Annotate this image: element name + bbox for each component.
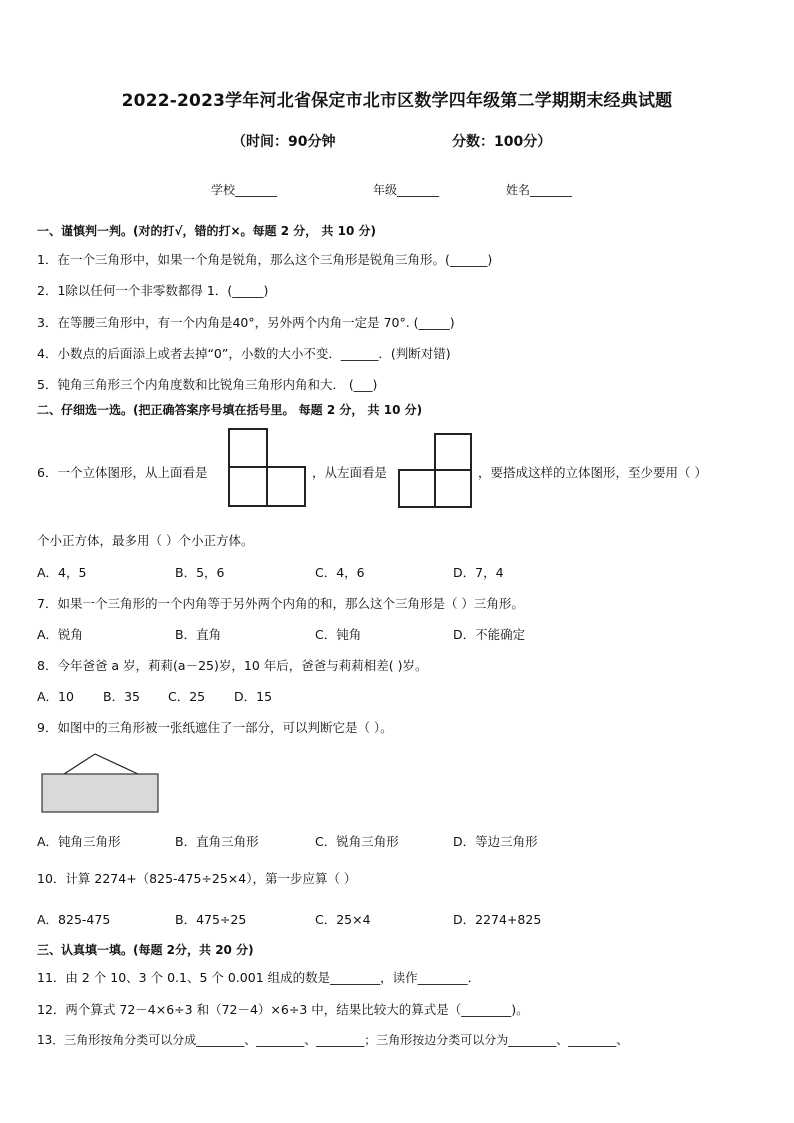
question-8: 8．今年爸爸 a 岁，莉莉(a－25)岁，10 年后，爸爸与莉莉相差( )岁。 <box>37 658 428 673</box>
left-view-figure <box>398 433 472 509</box>
section-2-heading: 二、仔细选一选。(把正确答案序号填在括号里。 每题 2 分， 共 10 分) <box>37 403 423 417</box>
question-6-part-b: ，从左面看是 <box>312 465 388 480</box>
q7-option-a: A．锐角 <box>37 627 84 642</box>
q10-option-b: B．475÷25 <box>175 912 247 927</box>
question-6-part-a: 6．一个立体图形，从上面看是 <box>37 465 208 480</box>
q8-option-d: D．15 <box>234 689 273 704</box>
question-11: 11．由 2 个 10、3 个 0.1、5 个 0.001 组成的数是________，读作________． <box>37 970 481 985</box>
question-2: 2．1除以任何一个非零数都得 1．(_____) <box>37 283 269 298</box>
q10-option-d: D．2274+825 <box>453 912 542 927</box>
question-12: 12．两个算式 72－4×6÷3 和（72－4）×6÷3 中，结果比较大的算式是（________)。 <box>37 1002 529 1017</box>
section-3-heading: 三、认真填一填。(每题 2分，共 20 分) <box>37 943 254 957</box>
covered-triangle-figure <box>40 752 162 816</box>
exam-score: 分数：100分） <box>452 134 552 150</box>
q9-option-c: C．锐角三角形 <box>315 834 399 849</box>
question-4: 4．小数点的后面添上或者去掉“0”，小数的大小不变．______．(判断对错) <box>37 346 451 361</box>
question-6-part-c: ，要搭成这样的立体图形，至少要用（ ） <box>478 465 707 480</box>
q10-option-c: C．25×4 <box>315 912 371 927</box>
q7-option-c: C．钝角 <box>315 627 362 642</box>
question-9: 9．如图中的三角形被一张纸遮住了一部分，可以判断它是（ ）。 <box>37 720 393 735</box>
question-6-part-d: 个小正方体，最多用（ ）个小正方体。 <box>37 533 254 548</box>
q7-option-b: B．直角 <box>175 627 222 642</box>
exam-time: （时间：90分钟 <box>232 134 336 150</box>
question-10: 10．计算 2274+（825-475÷25×4），第一步应算（ ） <box>37 871 357 886</box>
name-field: 姓名_______ <box>506 183 573 197</box>
school-field: 学校_______ <box>211 183 278 197</box>
question-1: 1．在一个三角形中，如果一个角是锐角，那么这个三角形是锐角三角形。(______) <box>37 252 493 267</box>
q7-option-d: D．不能确定 <box>453 627 526 642</box>
question-5: 5．钝角三角形三个内角度数和比锐角三角形内角和大． (___) <box>37 377 378 392</box>
page-title: 2022-2023学年河北省保定市北市区数学四年级第二学期期末经典试题 <box>121 91 673 111</box>
grade-field: 年级_______ <box>373 183 440 197</box>
question-3: 3．在等腰三角形中，有一个内角是40°，另外两个内角一定是 70°. (_____) <box>37 315 455 330</box>
section-1-heading: 一、谨慎判一判。(对的打√，错的打×。每题 2 分， 共 10 分) <box>37 224 376 238</box>
q6-option-b: B．5，6 <box>175 565 225 580</box>
question-13: 13．三角形按角分类可以分成________、________、________；三角形按边分类可以分为________、________、 <box>37 1033 629 1047</box>
q8-option-a: A．10 <box>37 689 74 704</box>
question-7: 7．如果一个三角形的一个内角等于另外两个内角的和，那么这个三角形是（ ）三角形。 <box>37 596 524 611</box>
q6-option-c: C．4，6 <box>315 565 365 580</box>
q10-option-a: A．825-475 <box>37 912 111 927</box>
q6-option-d: D．7，4 <box>453 565 504 580</box>
q8-option-c: C．25 <box>168 689 206 704</box>
q8-option-b: B．35 <box>103 689 140 704</box>
q9-option-a: A．钝角三角形 <box>37 834 121 849</box>
q9-option-d: D．等边三角形 <box>453 834 538 849</box>
q6-option-a: A．4，5 <box>37 565 87 580</box>
top-view-figure <box>228 428 306 508</box>
q9-option-b: B．直角三角形 <box>175 834 259 849</box>
